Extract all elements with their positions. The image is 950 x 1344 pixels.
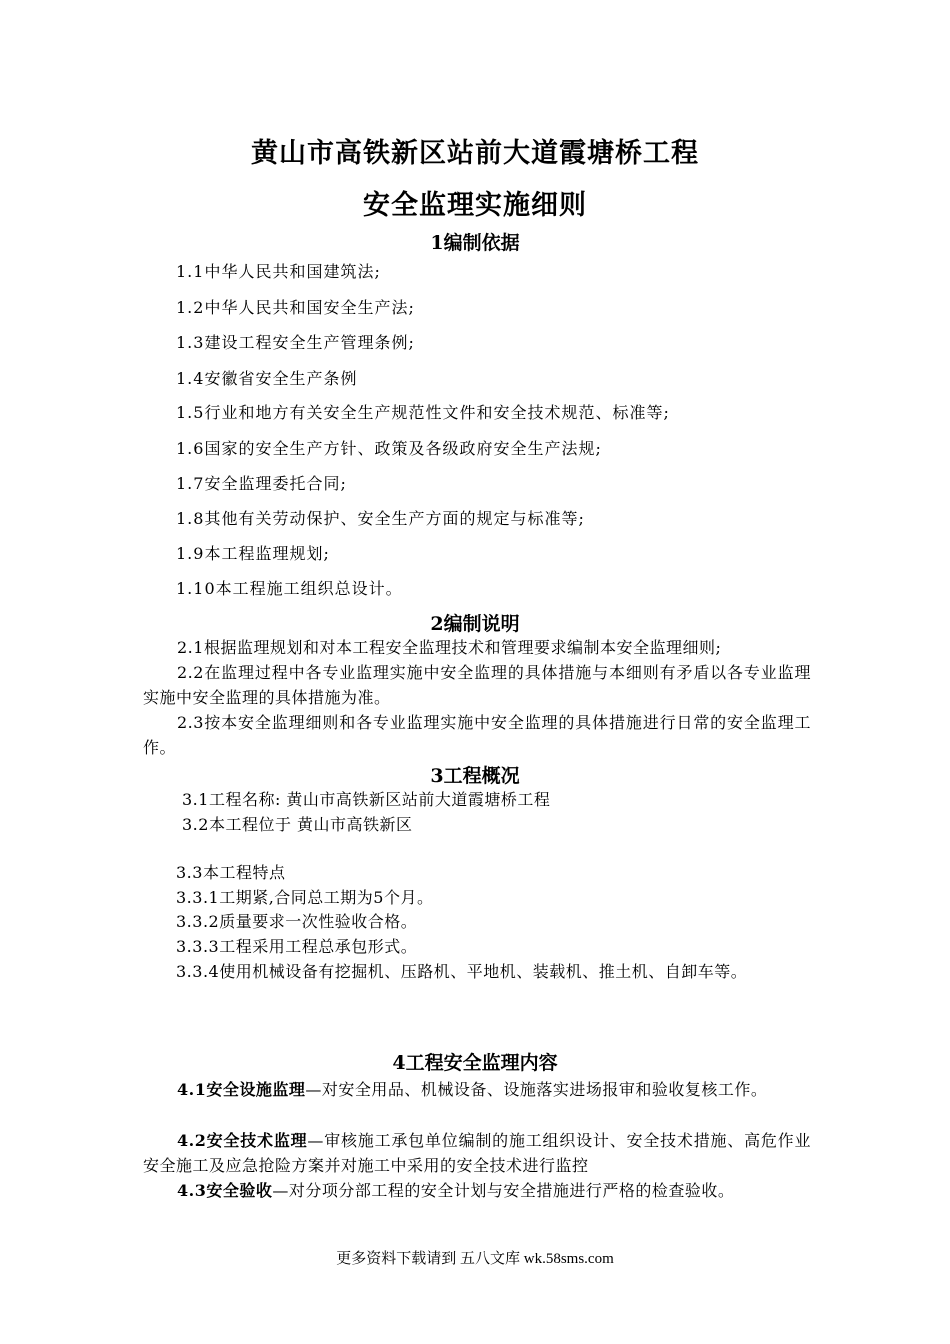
section1-item: 1.9本工程监理规划; <box>176 544 330 563</box>
section1-item: 1.5行业和地方有关安全生产规范性文件和安全技术规范、标准等; <box>176 403 670 422</box>
project-feature: 3.3.1工期紧,合同总工期为5个月。 <box>176 888 434 907</box>
section2-paragraph: 2.3按本安全监理细则和各专业监理实施中安全监理的具体措施进行日常的安全监理工作。 <box>143 713 811 757</box>
section1-item: 1.1中华人民共和国建筑法; <box>176 262 381 281</box>
section1-item: 1.3建设工程安全生产管理条例; <box>176 333 415 352</box>
project-feature: 3.3.4使用机械设备有挖掘机、压路机、平地机、装载机、推土机、自卸车等。 <box>176 962 748 981</box>
section4-heading: 4工程安全监理内容 <box>392 1052 558 1074</box>
section2-paragraph: 2.2在监理过程中各专业监理实施中安全监理的具体措施与本细则有矛盾以各专业监理实施中安全监理的具体措施为准。 <box>143 663 811 707</box>
section4-item <box>143 1077 811 1102</box>
section1-heading: 1编制依据 <box>430 232 520 254</box>
footer-download-link[interactable]: 更多资料下载请到 五八文库 wk.58sms.com <box>336 1251 614 1267</box>
section1-item: 1.8其他有关劳动保护、安全生产方面的规定与标准等; <box>176 509 585 528</box>
section1-item: 1.6国家的安全生产方针、政策及各级政府安全生产法规; <box>176 439 602 458</box>
section4-item-text: —对安全用品、机械设备、设施落实进场报审和验收复核工作。 <box>305 1080 768 1099</box>
section2-heading: 2编制说明 <box>430 613 520 635</box>
section4-item <box>143 1178 811 1203</box>
section1-item: 1.7安全监理委托合同; <box>176 474 347 493</box>
section2-paragraph: 2.1根据监理规划和对本工程安全监理技术和管理要求编制本安全监理细则; <box>177 638 722 657</box>
section1-item: 1.2中华人民共和国安全生产法; <box>176 298 415 317</box>
section4-item-text: —对分项分部工程的安全计划与安全措施进行严格的检查验收。 <box>272 1181 735 1200</box>
section1-item: 1.10本工程施工组织总设计。 <box>176 579 403 598</box>
section1-item: 1.4安徽省安全生产条例 <box>176 369 358 388</box>
document-title-line1: 黄山市高铁新区站前大道霞塘桥工程 <box>251 138 699 169</box>
project-feature: 3.3.3工程采用工程总承包形式。 <box>176 937 418 956</box>
section4-item-label: 4.1安全设施监理 <box>177 1080 306 1099</box>
project-feature: 3.3.2质量要求一次性验收合格。 <box>176 912 418 931</box>
section4-item <box>143 1128 811 1178</box>
section4-item-label: 4.2安全技术监理 <box>177 1131 308 1150</box>
project-location-line: 3.2本工程位于 黄山市高铁新区 <box>182 815 413 834</box>
document-title-line2: 安全监理实施细则 <box>363 190 587 221</box>
section4-item-label: 4.3安全验收 <box>177 1181 273 1200</box>
project-features-heading: 3.3本工程特点 <box>176 863 286 882</box>
section4-item-text: —审核施工承包单位编制的施工组织设计、安全技术措施、高危作业安全施工及应急抢险方案并对施工中采用的安全技术进行监控 <box>143 1131 811 1175</box>
project-name-line: 3.1工程名称: 黄山市高铁新区站前大道霞塘桥工程 <box>182 790 551 809</box>
section3-heading: 3工程概况 <box>430 765 520 787</box>
